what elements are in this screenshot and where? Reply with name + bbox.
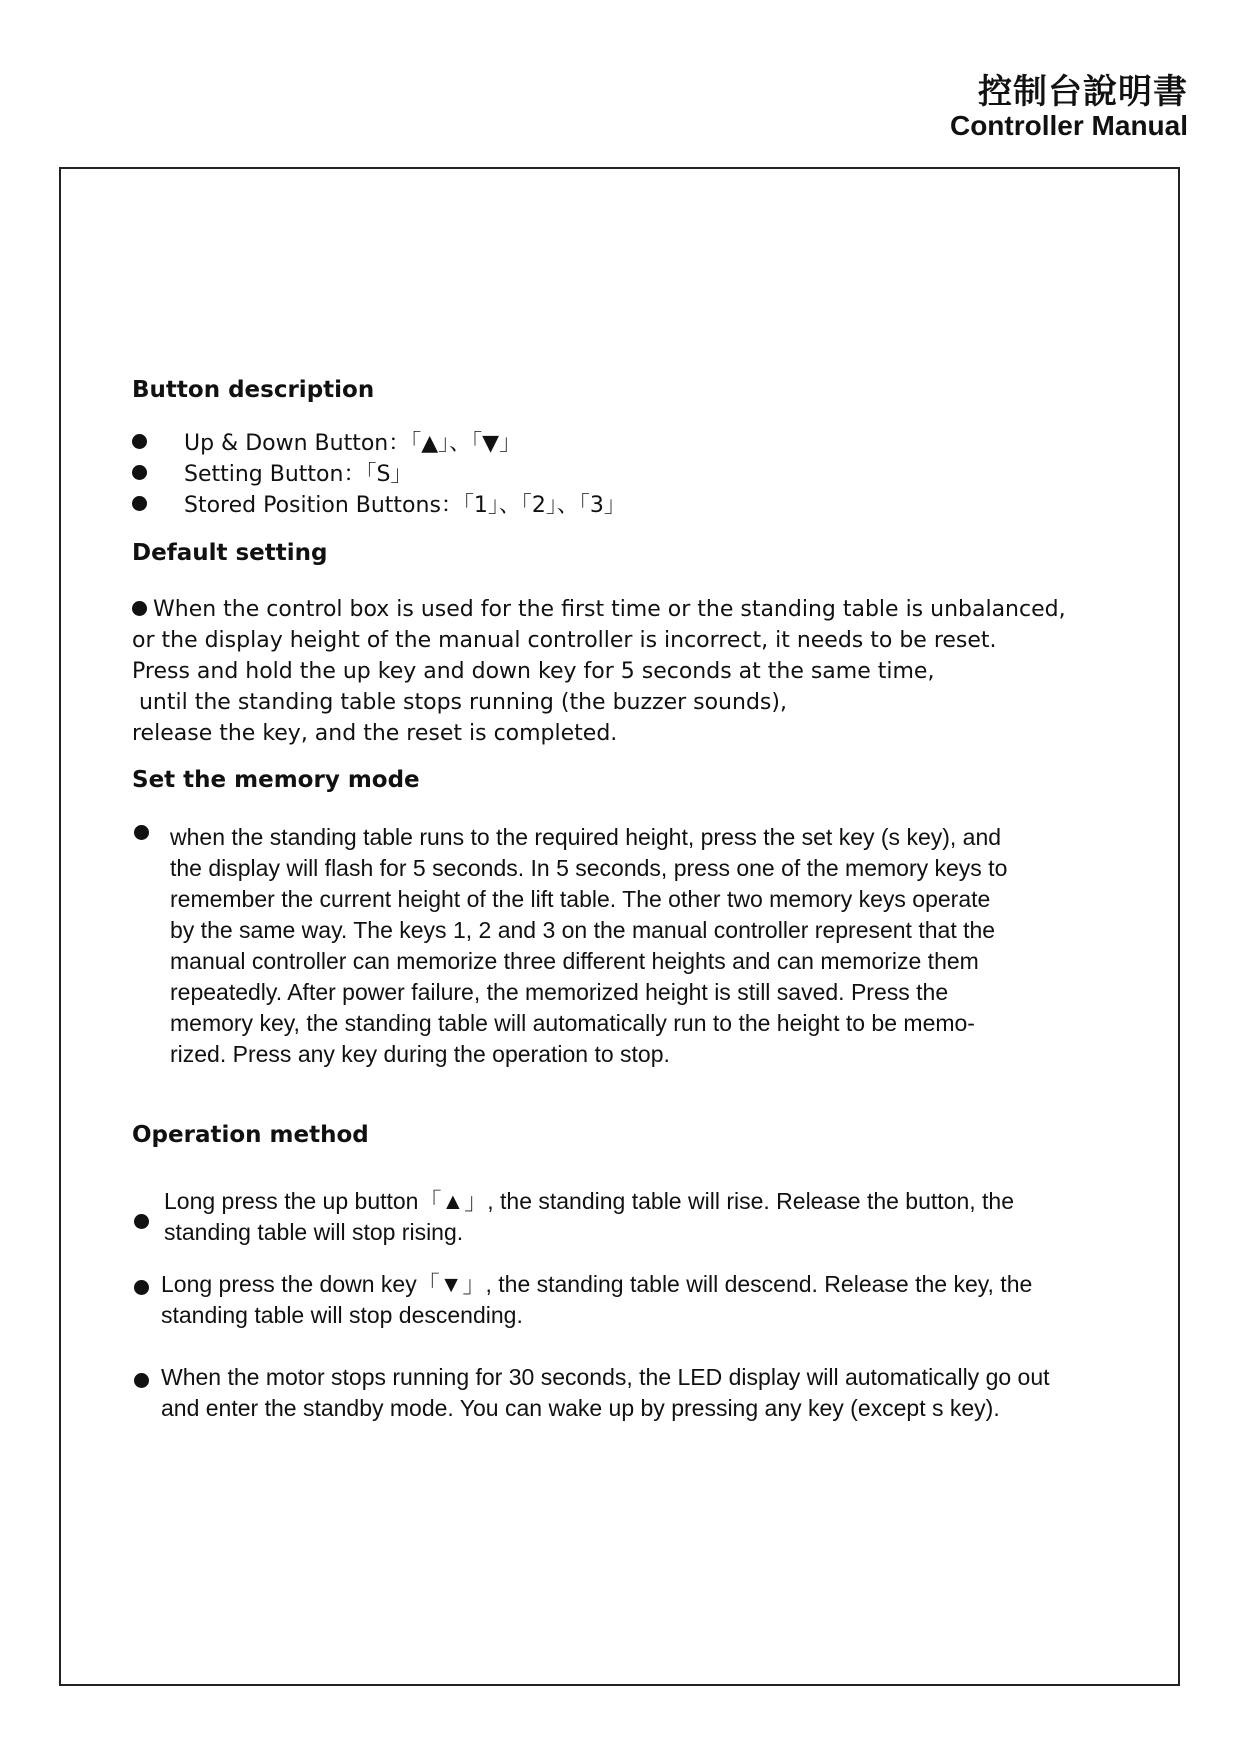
paragraph-line: release the key, and the reset is completed. xyxy=(132,721,618,746)
paragraph-line: When the control box is used for the first time or the standing table is unbalanced, xyxy=(132,594,1072,625)
list-item-line: When the motor stops running for 30 seconds, the LED display will automatically go out xyxy=(161,1364,1050,1390)
bullet-icon xyxy=(132,465,147,480)
paragraph-line: rized. Press any key during the operation to stop. xyxy=(170,1041,670,1067)
list-item xyxy=(161,1269,1032,1331)
paragraph-line: until the standing table stops running (the buzzer sounds), xyxy=(132,690,787,715)
list-item-text: Stored Position Buttons：「1」、「2」、「3」 xyxy=(184,493,626,518)
list-item-line: standing table will stop descending. xyxy=(161,1302,523,1328)
list-item-line: Long press the down key「▼」, the standing table will descend. Release the key, the xyxy=(161,1271,1033,1297)
bullet-icon xyxy=(132,601,147,616)
section-heading-button-description: Button description xyxy=(132,377,375,403)
paragraph-line: memory key, the standing table will automatically run to the height to be memo- xyxy=(170,1010,975,1036)
default-setting-paragraph xyxy=(132,594,1072,749)
paragraph-line: remember the current height of the lift table. The other two memory keys operate xyxy=(170,886,991,912)
bullet-icon xyxy=(134,1280,149,1295)
bullet-icon xyxy=(134,1373,149,1388)
list-item-line: Long press the up button「▲」, the standing table will rise. Release the button, the xyxy=(164,1188,1015,1214)
section-heading-memory-mode: Set the memory mode xyxy=(132,767,420,793)
list-item-line: and enter the standby mode. You can wake up by pressing any key (except s key). xyxy=(161,1395,1000,1421)
section-heading-default-setting: Default setting xyxy=(132,540,328,566)
bullet-icon xyxy=(134,825,149,840)
list-item-text: Up & Down Button：「▲」、「▼」 xyxy=(184,431,522,456)
paragraph-line: or the display height of the manual controller is incorrect, it needs to be reset. xyxy=(132,628,997,653)
paragraph-line: by the same way. The keys 1, 2 and 3 on the manual controller represent that the xyxy=(170,917,996,943)
page-title-en: Controller Manual xyxy=(949,110,1188,141)
paragraph-line: manual controller can memorize three different heights and can memorize them xyxy=(170,948,979,974)
list-item xyxy=(132,426,521,457)
list-item xyxy=(132,488,626,519)
bullet-icon xyxy=(132,496,147,511)
list-item-line: standing table will stop rising. xyxy=(164,1219,464,1245)
paragraph-line: Press and hold the up key and down key for 5 seconds at the same time, xyxy=(132,659,935,684)
paragraph-line: when the standing table runs to the required height, press the set key (s key), and xyxy=(170,824,1002,850)
memory-mode-paragraph xyxy=(170,822,1090,1070)
list-item xyxy=(132,457,412,488)
paragraph-line: repeatedly. After power failure, the memorized height is still saved. Press the xyxy=(170,979,949,1005)
list-item xyxy=(161,1362,1050,1424)
list-item xyxy=(164,1186,1014,1248)
paragraph-line: the display will flash for 5 seconds. In 5 seconds, press one of the memory keys to xyxy=(170,855,1008,881)
page-title-zh: 控制台說明書 xyxy=(978,72,1188,112)
section-heading-operation-method: Operation method xyxy=(132,1122,369,1148)
bullet-icon xyxy=(134,1214,149,1229)
bullet-icon xyxy=(132,434,147,449)
list-item-text: Setting Button：「S」 xyxy=(184,462,413,487)
